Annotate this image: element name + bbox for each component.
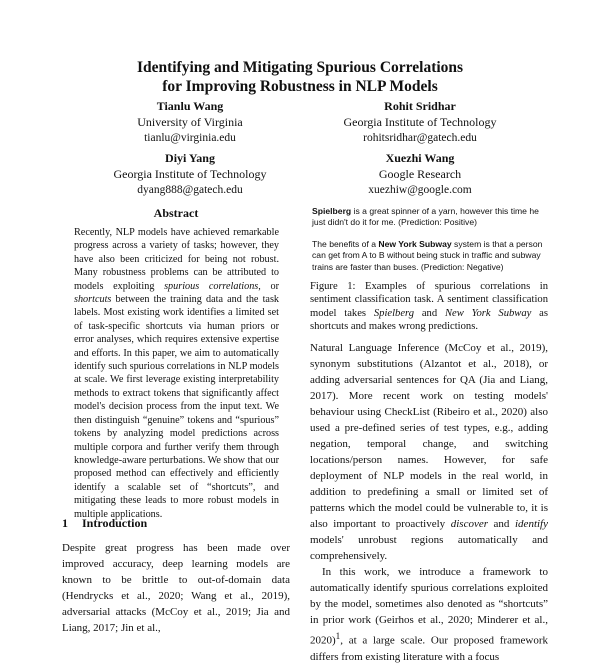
example-text: is a great spinner of a yarn, however this time he just didn't do it for me. (Prediction: Positive) (312, 206, 539, 228)
highlighted-token: Spielberg (312, 206, 352, 216)
section-heading-introduction (62, 516, 147, 531)
author-name: Tianlu Wang (156, 99, 224, 113)
abstract-text: between the training data and the task labels. Most existing work identifies a limited set of task-specific shortcuts via human priors or error analyses, which requires extensive expertise and efforts. In this paper, we aim to automatically identify such spurious correlations in NLP models at scale. We first leverage existing interpretability methods to extract tokens that significantly affect model's decision process from the input text. We then distinguish “genuine” tokens and “spurious” tokens by analyzing model predictions across multiple corpora and further verify them through knowledge-aware perturbations. We show that our proposed method can effectively and efficiently identify a scalable set of “shortcuts”, and mitigating these leads to more robust models in multiple applications. (74, 294, 279, 520)
caption-emphasis: Spielberg (373, 307, 415, 319)
paragraph-text: Natural Language Inference (McCoy et al., 2019), synonym substitutions (Alzantot et al., 2018), or adding adversarial sentences for QA (Jia and Liang, 2017). More recent work on testing models' behaviour using CheckList (Ribeiro et al., 2020) also used a pre-defined series of test types, e.g., adding negation, temporal change, and switching locations/person names. However, for safe deployment of NLP models in the real world, in addition to predefining a small or limited set of patterns which the model could be vulnerable to, it is also important to proactively (310, 342, 548, 530)
paragraph-text: models' unrobust regions automatically and comprehensively. (310, 534, 548, 562)
figure-example-2 (312, 239, 544, 273)
example-text: The benefits of a (312, 238, 379, 249)
abstract-body (74, 226, 279, 521)
figure-1-examples (312, 206, 544, 283)
right-column-body (310, 340, 548, 665)
author-block-1 (70, 98, 310, 146)
abstract-text: Recently, NLP models have achieved remarkable progress across a variety of tasks; however, they have also been criticized for being not robust. Many robustness problems can be attributed to models exploiting (74, 227, 279, 292)
highlighted-token: New York Subway (378, 238, 452, 249)
caption-emphasis: New York Subway (444, 307, 532, 319)
paragraph-emphasis: identify (515, 518, 548, 530)
author-name: Diyi Yang (165, 151, 215, 165)
paragraph-text: and (488, 518, 515, 530)
caption-text: and (414, 307, 445, 319)
author-block-3 (70, 150, 310, 198)
example-text: system is that a person can get from A to B without being stuck in traffic and subway trains are faster than buses. (Prediction: Negative) (312, 238, 543, 272)
title-line-1: Identifying and Mitigating Spurious Correlations (136, 59, 464, 76)
paper-title (60, 58, 540, 96)
abstract-emphasis: spurious correlations (164, 280, 259, 292)
footnote-marker[interactable]: 1 (335, 631, 341, 641)
caption-text: Figure 1: Examples of spurious correlations in sentiment classification task. A sentiment classification model takes (310, 281, 548, 319)
section-title: Introduction (82, 516, 148, 530)
abstract-text: , or (258, 280, 279, 292)
paragraph-text: In this work, we introduce a framework to automatically identify spurious correlations exploited by the model, sometimes also denoted as “shortcuts” in prior work (Geirhos et al., 2020; Minderer et al., 2020) (310, 566, 548, 647)
author-block-2 (300, 98, 540, 146)
paragraph (310, 340, 548, 564)
author-email: tianlu@virginia.edu (144, 132, 236, 144)
author-email: rohitsridhar@gatech.edu (363, 132, 477, 144)
section-number: 1 (62, 516, 68, 530)
title-line-2: for Improving Robustness in NLP Models (162, 78, 438, 95)
author-affiliation: Google Research (378, 167, 462, 181)
caption-text: as shortcuts and makes wrong predictions. (310, 307, 548, 333)
author-name: Xuezhi Wang (385, 151, 455, 165)
abstract-heading: Abstract (153, 206, 199, 220)
author-name: Rohit Sridhar (384, 99, 456, 113)
author-affiliation: University of Virginia (137, 115, 243, 129)
author-affiliation: Georgia Institute of Technology (113, 167, 267, 181)
author-block-4 (300, 150, 540, 198)
abstract-emphasis: shortcuts (74, 294, 112, 306)
introduction-body: Despite great progress has been made over improved accuracy, deep learning models are known to be brittle to out-of-domain data (Hendrycks et al., 2020; Wang et al., 2019), adversarial attacks (McCoy et al., 2019; Jia and Liang, 2017; Jin et al., (62, 542, 290, 634)
paragraph (310, 564, 548, 665)
figure-example-1 (312, 206, 544, 229)
paragraph-emphasis: discover (450, 518, 488, 530)
author-email: dyang888@gatech.edu (137, 184, 243, 196)
author-affiliation: Georgia Institute of Technology (343, 115, 497, 129)
author-email: xuezhiw@google.com (368, 184, 472, 196)
paragraph-text: , at a large scale. Our proposed framework differs from existing literature with a focus (310, 634, 548, 663)
figure-1-caption (310, 280, 548, 334)
